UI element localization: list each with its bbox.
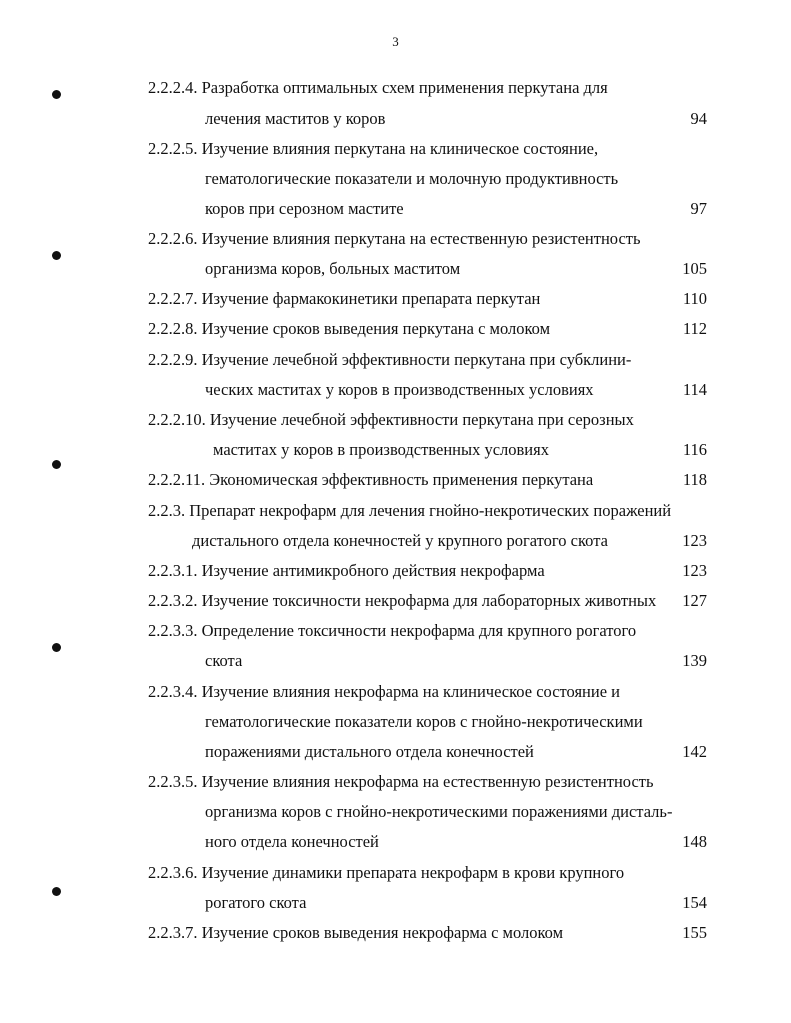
toc-entry-page: 148 — [682, 832, 707, 851]
toc-entry-title: гематологические показатели коров с гнойно-некротическими — [205, 712, 643, 731]
toc-entry-title: 2.2.3.5. Изучение влияния некрофарма на естественную резистентность — [148, 772, 654, 791]
toc-entry-page: 142 — [682, 742, 707, 761]
toc-entry-title: 2.2.3.2. Изучение токсичности некрофарма для лабораторных животных — [148, 591, 657, 610]
toc-entry-page: 155 — [682, 923, 707, 942]
toc-entry-page: 94 — [690, 109, 707, 128]
toc-entry-title: скота — [205, 651, 243, 670]
toc-entry-title: 2.2.2.4. Разработка оптимальных схем применения перкутана для — [148, 78, 608, 97]
toc-entry-page: 112 — [682, 319, 707, 338]
toc-entry-title: поражениями дистального отдела конечностей — [205, 742, 534, 761]
toc-entry-page: 116 — [682, 440, 707, 459]
toc-entry-page: 105 — [682, 259, 707, 278]
toc-entry-title: организма коров, больных маститом — [205, 259, 461, 278]
toc-entry-title: коров при серозном мастите — [205, 199, 404, 218]
toc-entry-title: лечения маститов у коров — [205, 109, 386, 128]
toc-entry-title: 2.2.3.3. Определение токсичности некрофарма для крупного рогатого — [148, 621, 637, 640]
toc-entry-title: 2.2.2.11. Экономическая эффективность применения перкутана — [148, 470, 594, 489]
toc-entry-title: 2.2.3. Препарат некрофарм для лечения гнойно-некротических поражений — [148, 501, 672, 520]
toc-entry-title: 2.2.2.8. Изучение сроков выведения перкутана с молоком — [148, 319, 551, 338]
toc-entry-page: 127 — [682, 591, 707, 610]
toc-entry-title: 2.2.2.7. Изучение фармакокинетики препарата перкутан — [148, 289, 541, 308]
toc-entry-page: 114 — [682, 380, 707, 399]
toc-entry-title: 2.2.2.6. Изучение влияния перкутана на естественную резистентность — [148, 229, 641, 248]
toc-entry-page: 123 — [682, 561, 707, 580]
toc-entry-page: 97 — [690, 199, 707, 218]
toc-entry-page: 154 — [682, 893, 707, 912]
toc-entry-title: организма коров с гнойно-некротическими поражениями дисталь- — [205, 802, 673, 821]
toc-entry-title: 2.2.3.4. Изучение влияния некрофарма на клиническое состояние и — [148, 682, 620, 701]
toc-entry-title: гематологические показатели и молочную продуктивность — [205, 169, 619, 188]
binder-hole-mark — [52, 460, 61, 469]
binder-hole-mark — [52, 90, 61, 99]
toc-entry-page: 110 — [682, 289, 707, 308]
toc-entry-title: дистального отдела конечностей у крупного рогатого скота — [192, 531, 608, 550]
toc-entry-title: ческих маститах у коров в производственных условиях — [205, 380, 594, 399]
toc-entry-title: 2.2.2.5. Изучение влияния перкутана на клиническое состояние, — [148, 139, 599, 158]
toc-entry-title: рогатого скота — [205, 893, 307, 912]
toc-entry-title: маститах у коров в производственных условиях — [213, 440, 549, 459]
binder-hole-mark — [52, 251, 61, 260]
toc-entry-title: 2.2.3.1. Изучение антимикробного действия некрофарма — [148, 561, 545, 580]
toc-entry-page: 139 — [682, 651, 707, 670]
toc-entry-title: 2.2.2.10. Изучение лечебной эффективности перкутана при серозных — [148, 410, 634, 429]
toc-entry-title: 2.2.3.7. Изучение сроков выведения некрофарма с молоком — [148, 923, 564, 942]
page-number: 3 — [392, 34, 399, 49]
toc-entry-title: 2.2.3.6. Изучение динамики препарата некрофарм в крови крупного — [148, 863, 625, 882]
toc-entry-page: 118 — [682, 470, 707, 489]
toc-entry-title: 2.2.2.9. Изучение лечебной эффективности перкутана при субклини- — [148, 350, 632, 369]
toc-entry-title: ного отдела конечностей — [205, 832, 379, 851]
binder-hole-mark — [52, 643, 61, 652]
toc-entry-page: 123 — [682, 531, 707, 550]
binder-hole-mark — [52, 887, 61, 896]
